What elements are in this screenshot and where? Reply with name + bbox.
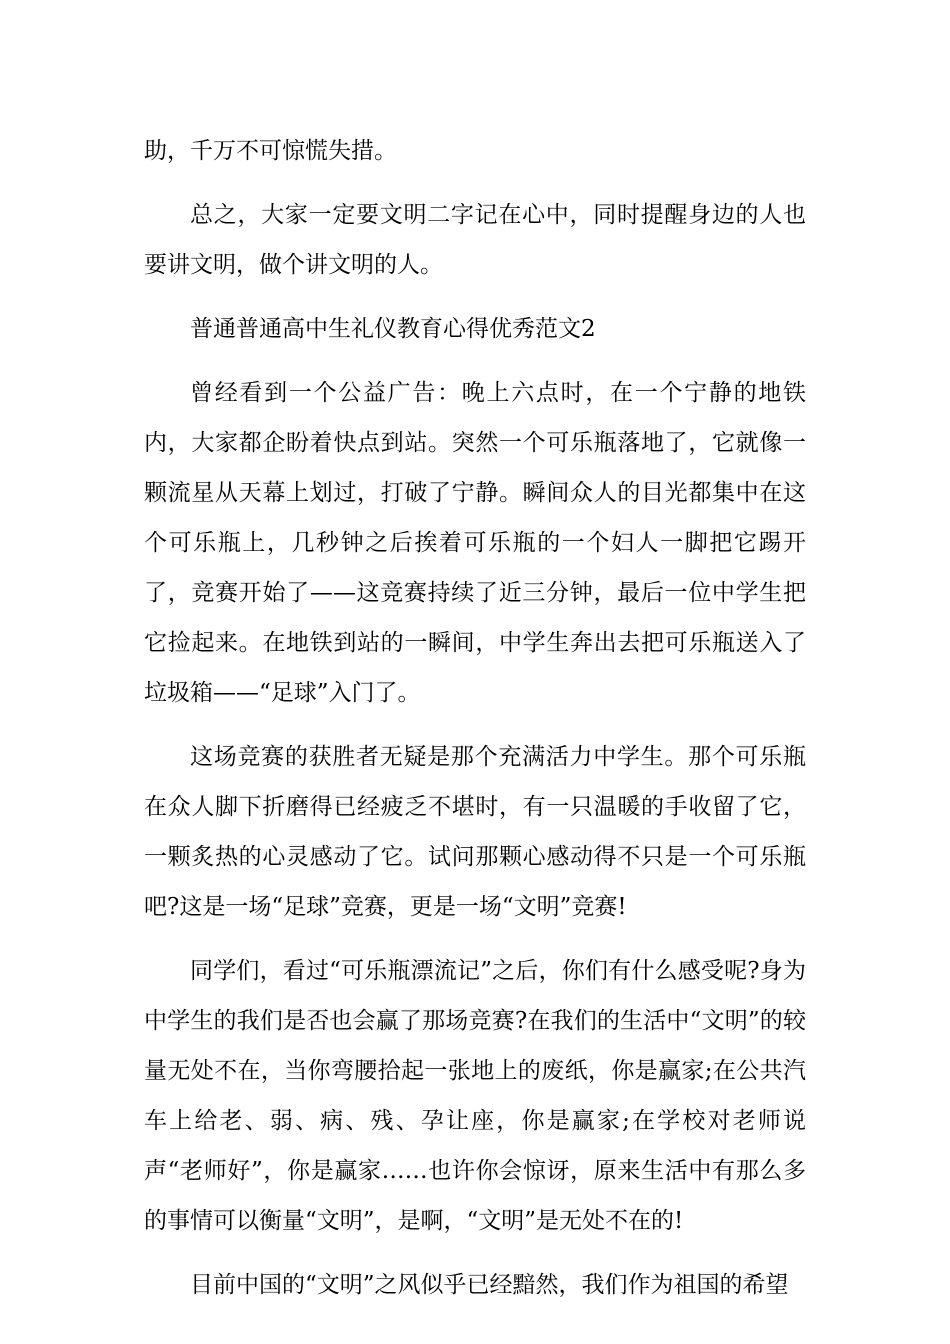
paragraph-summary: 总之，大家一定要文明二字记在心中，同时提醒身边的人也要讲文明，做个讲文明的人。 — [144, 202, 806, 278]
section-title: 普通普通高中生礼仪教育心得优秀范文2 — [190, 316, 596, 342]
paragraph-story: 曾经看到一个公益广告：晚上六点时，在一个宁静的地铁内，大家都企盼着快点到站。突然一个可乐瓶落地了，它就像一颗流星从天幕上划过，打破了宁静。瞬间众人的目光都集中在这个可乐瓶上，几秒钟之后挨着可乐瓶的一个妇人一脚把它踢开了，竞赛开始了——这竞赛持续了近三分钟，最后一位中学生把它捡起来。在地铁到站的一瞬间，中学生奔出去把可乐瓶送入了垃圾箱——“足球”入门了。 — [144, 380, 806, 706]
paragraph-reflection: 同学们，看过“可乐瓶漂流记”之后，你们有什么感受呢?身为中学生的我们是否也会赢了那场竞赛?在我们的生活中“文明”的较量无处不在，当你弯腰拾起一张地上的废纸，你是赢家;在公共汽车上给老、弱、病、残、孕让座，你是赢家;在学校对老师说声“老师好”，你是赢家……也许你会惊讶，原来生活中有那么多的事情可以衡量“文明”，是啊，“文明”是无处不在的! — [144, 958, 806, 1234]
paragraph-closing: 目前中国的“文明”之风似乎已经黯然，我们作为祖国的希望 — [190, 1272, 789, 1298]
document-page — [144, 126, 806, 1324]
paragraph-continuation: 助，千万不可惊慌失措。 — [144, 138, 397, 164]
paragraph-winner: 这场竞赛的获胜者无疑是那个充满活力中学生。那个可乐瓶在众人脚下折磨得已经疲乏不堪时，有一只温暖的手收留了它，一颗炙热的心灵感动了它。试问那颗心感动得不只是一个可乐瓶吧?这是一场“足球”竞赛，更是一场“文明”竞赛! — [144, 744, 806, 920]
